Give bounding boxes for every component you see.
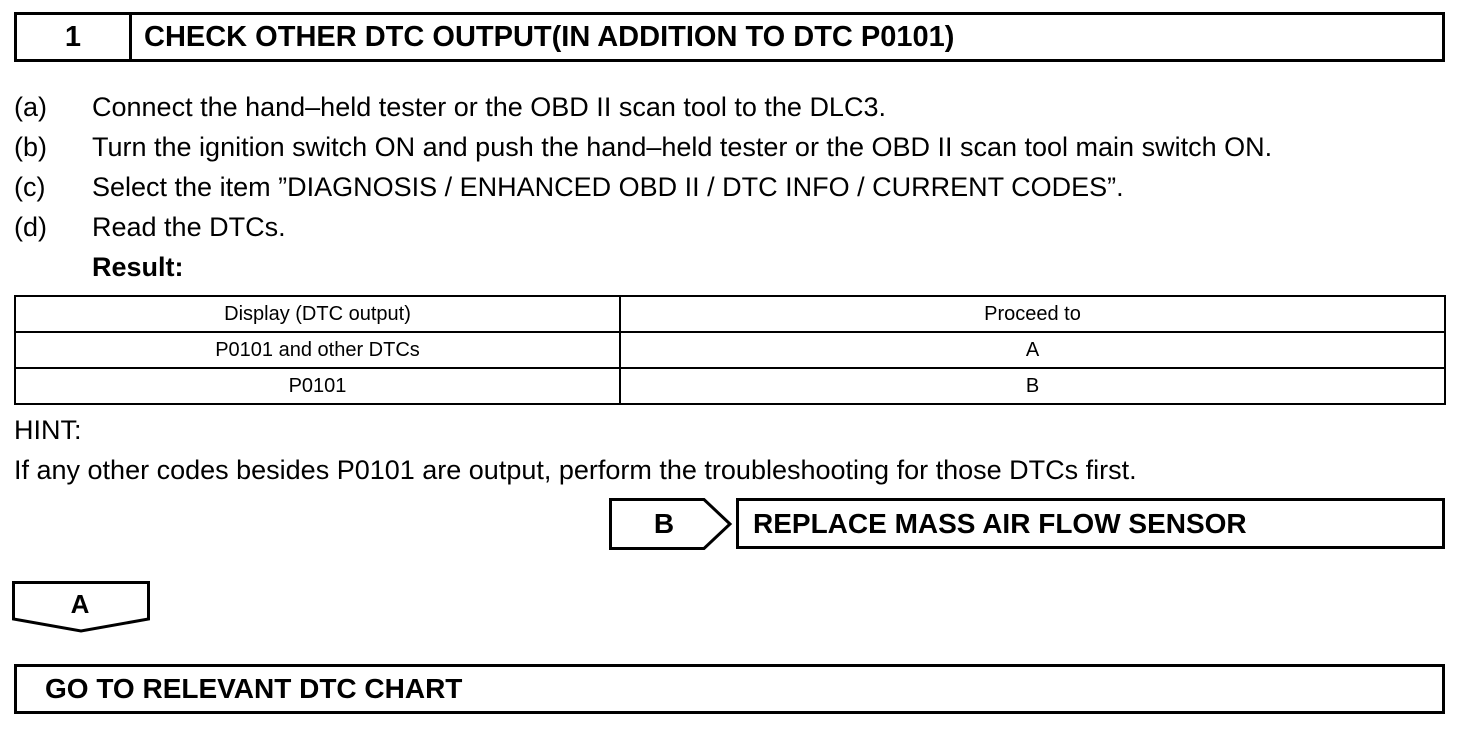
instruction-text: Connect the hand–held tester or the OBD II scan tool to the DLC3.	[92, 92, 886, 122]
instruction-label: (d)	[14, 212, 47, 242]
table-row	[15, 368, 1445, 404]
table-header-cell: Proceed to	[620, 296, 1445, 332]
hint-label: HINT:	[14, 415, 82, 445]
step-title: CHECK OTHER DTC OUTPUT(IN ADDITION TO DTC P0101)	[144, 20, 955, 53]
instruction-item	[14, 87, 886, 127]
instruction-text: Read the DTCs.	[92, 212, 286, 242]
step-header	[14, 12, 1445, 62]
table-cell: B	[620, 368, 1445, 404]
instruction-text: Turn the ignition switch ON and push the hand–held tester or the OBD II scan tool main switch ON.	[92, 132, 1273, 162]
instruction-label: (c)	[14, 172, 46, 202]
table-cell: P0101	[15, 368, 620, 404]
instruction-label: (a)	[14, 92, 47, 122]
instruction-item	[14, 207, 286, 247]
branch-b-label: B	[653, 508, 675, 539]
hint-text: If any other codes besides P0101 are output, perform the troubleshooting for those DTCs first.	[14, 455, 1137, 485]
table-cell: P0101 and other DTCs	[15, 332, 620, 368]
result-table	[14, 295, 1446, 405]
result-label: Result:	[92, 252, 184, 282]
instruction-item	[14, 167, 1124, 207]
instruction-label: (b)	[14, 132, 47, 162]
instruction-item	[14, 127, 1272, 167]
instruction-text: Select the item ”DIAGNOSIS / ENHANCED OBD II / DTC INFO / CURRENT CODES”.	[92, 172, 1124, 202]
table-header-cell: Display (DTC output)	[15, 296, 620, 332]
step-number: 1	[17, 15, 132, 59]
table-cell: A	[620, 332, 1445, 368]
branch-b-action: REPLACE MASS AIR FLOW SENSOR	[736, 498, 1445, 549]
branch-a-label: A	[70, 588, 90, 619]
branch-a-action: GO TO RELEVANT DTC CHART	[14, 664, 1445, 714]
table-row	[15, 332, 1445, 368]
table-header-row	[15, 296, 1445, 332]
